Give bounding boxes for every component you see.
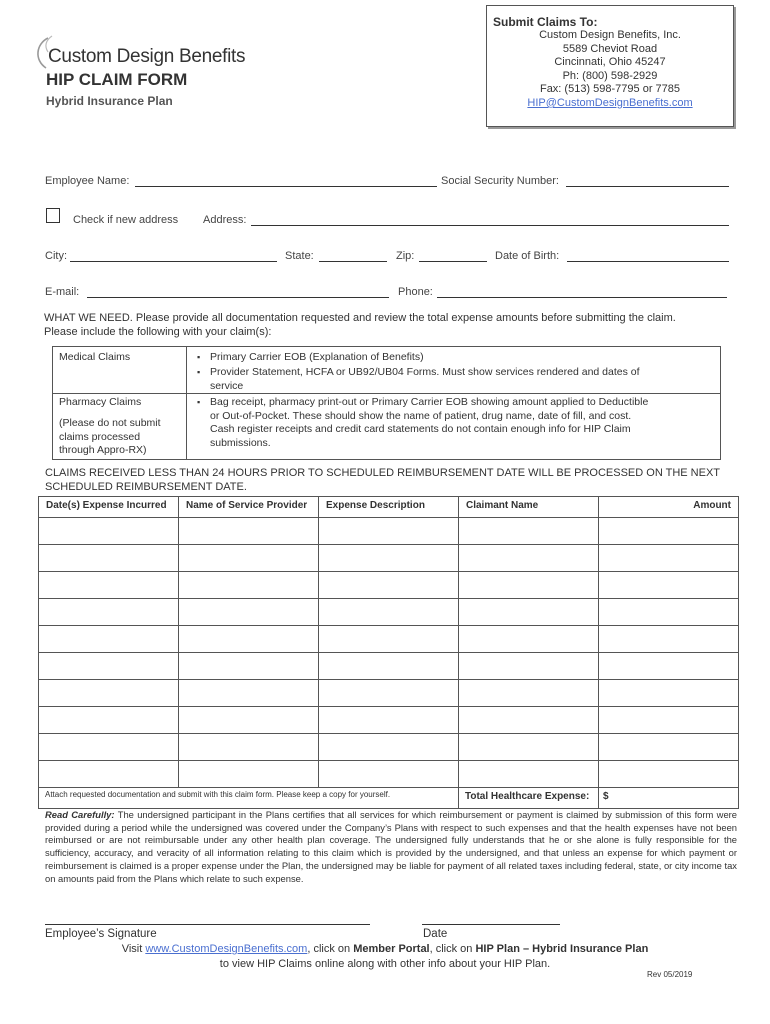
expense-cell[interactable] <box>179 761 317 786</box>
requirements-table <box>52 346 721 460</box>
notice-line1: CLAIMS RECEIVED LESS THAN 24 HOURS PRIOR TO SCHEDULED REIMBURSEMENT DATE WILL BE PROCESSED ON THE NEXT <box>45 467 721 479</box>
employee-name-label: Employee Name: <box>45 175 130 187</box>
city-field[interactable] <box>70 261 277 262</box>
pharmacy-note-line3: through Appro-RX) <box>59 444 147 456</box>
expense-cell[interactable] <box>459 545 597 570</box>
expense-cell[interactable] <box>599 599 737 624</box>
expense-cell[interactable] <box>459 653 597 678</box>
city-label: City: <box>45 250 67 262</box>
read-carefully-lead: Read Carefully: <box>45 809 115 820</box>
expense-cell[interactable] <box>459 734 597 759</box>
expense-cell[interactable] <box>459 707 597 732</box>
zip-label: Zip: <box>396 250 415 262</box>
expense-cell[interactable] <box>459 626 597 651</box>
expense-cell[interactable] <box>179 599 317 624</box>
phone-label: Phone: <box>398 286 433 298</box>
submit-city: Cincinnati, Ohio 45247 <box>554 56 666 69</box>
expense-cell[interactable] <box>40 572 177 597</box>
footer-click-on-2: , click on <box>429 943 476 955</box>
pharmacy-bullet-line3: Cash register receipts and credit card statements do not contain enough info for HIP Claim <box>210 423 631 435</box>
what-we-need-line1: WHAT WE NEED. Please provide all documentation requested and review the total expense amounts before submitting the claim. <box>44 312 676 324</box>
pharmacy-note-line2: claims processed <box>59 430 141 443</box>
expense-cell[interactable] <box>40 599 177 624</box>
col-header-amount: Amount <box>693 500 731 511</box>
expense-cell[interactable] <box>599 545 737 570</box>
pharmacy-bullet-line2: or Out-of-Pocket. These should show the name of patient, drug name, date of fill, and cost. <box>210 409 632 422</box>
expense-cell[interactable] <box>599 680 737 705</box>
expense-cell[interactable] <box>459 680 597 705</box>
expense-cell[interactable] <box>599 761 737 786</box>
col-header-date: Date(s) Expense Incurred <box>46 500 167 511</box>
footer-visit: Visit <box>121 943 146 955</box>
expense-cell[interactable] <box>599 734 737 759</box>
expense-cell[interactable] <box>179 545 317 570</box>
col-header-description: Expense Description <box>326 500 425 511</box>
submit-fax: Fax: (513) 598-7795 or 7785 <box>539 83 681 96</box>
date-field[interactable] <box>422 924 560 925</box>
pharmacy-note-line1: (Please do not submit <box>59 417 161 429</box>
col-header-claimant: Claimant Name <box>466 500 539 511</box>
expense-cell[interactable] <box>179 572 317 597</box>
date-label: Date <box>423 928 448 940</box>
medical-bullet-1: ▪ Primary Carrier EOB (Explanation of Benefits) <box>210 351 424 365</box>
expense-cell[interactable] <box>319 545 457 570</box>
expense-cell[interactable] <box>40 545 177 570</box>
state-field[interactable] <box>319 261 387 262</box>
submit-email-link[interactable]: HIP@CustomDesignBenefits.com <box>527 96 693 109</box>
medical-bullet-2-line1: Provider Statement, HCFA or UB92/UB04 Forms. Must show services rendered and dates of <box>210 366 640 378</box>
expense-cell[interactable] <box>319 653 457 678</box>
expense-cell[interactable] <box>40 707 177 732</box>
submit-claims-box <box>486 5 734 127</box>
expense-cell[interactable] <box>179 734 317 759</box>
attach-note: Attach requested documentation and submit with this claim form. Please keep a copy for yourself. <box>45 790 391 799</box>
expense-cell[interactable] <box>40 626 177 651</box>
email-label: E-mail: <box>45 286 80 298</box>
medical-claims-label: Medical Claims <box>59 351 131 363</box>
expense-cell[interactable] <box>599 518 737 543</box>
footer-visit-line <box>0 943 770 955</box>
email-field[interactable] <box>87 297 389 298</box>
expense-cell[interactable] <box>599 653 737 678</box>
medical-bullet-2-line2: service <box>210 379 244 392</box>
expense-cell[interactable] <box>319 599 457 624</box>
form-subtitle: Hybrid Insurance Plan <box>46 94 173 108</box>
expense-table <box>38 496 739 809</box>
expense-cell[interactable] <box>40 680 177 705</box>
website-link[interactable]: www.CustomDesignBenefits.com <box>145 943 308 955</box>
employee-signature-label: Employee’s Signature <box>45 928 157 940</box>
address-label: Address: <box>203 214 247 226</box>
notice-line2: SCHEDULED REIMBURSEMENT DATE. <box>45 480 247 493</box>
member-portal-text: Member Portal <box>353 943 430 955</box>
pharmacy-bullet-line1: Bag receipt, pharmacy print-out or Primary Carrier EOB showing amount applied to Deductible <box>210 396 649 408</box>
what-we-need-line2: Please include the following with your claim(s): <box>44 325 272 338</box>
ssn-field[interactable] <box>566 186 729 187</box>
new-address-label: Check if new address <box>73 214 179 226</box>
expense-cell[interactable] <box>179 680 317 705</box>
expense-cell[interactable] <box>179 707 317 732</box>
expense-cell[interactable] <box>319 707 457 732</box>
pharmacy-note <box>59 417 161 458</box>
processing-notice <box>45 467 765 494</box>
expense-cell[interactable] <box>599 572 737 597</box>
certification-text <box>45 809 737 885</box>
hip-plan-text: HIP Plan – Hybrid Insurance Plan <box>475 943 649 955</box>
footer-line-2: to view HIP Claims online along with other info about your HIP Plan. <box>219 958 551 970</box>
total-currency: $ <box>603 791 609 802</box>
total-expense-field[interactable] <box>614 788 734 806</box>
expense-cell[interactable] <box>40 653 177 678</box>
expense-cell[interactable] <box>459 572 597 597</box>
phone-field[interactable] <box>437 297 727 298</box>
expense-cell[interactable] <box>319 680 457 705</box>
expense-cell[interactable] <box>40 518 177 543</box>
expense-cell[interactable] <box>40 734 177 759</box>
submit-company: Custom Design Benefits, Inc. <box>539 29 681 41</box>
submit-phone: Ph: (800) 598-2929 <box>562 69 658 82</box>
expense-cell[interactable] <box>179 653 317 678</box>
expense-cell[interactable] <box>319 518 457 543</box>
expense-cell[interactable] <box>459 599 597 624</box>
address-field[interactable] <box>251 225 729 226</box>
dob-field[interactable] <box>567 261 729 262</box>
submit-street: 5589 Cheviot Road <box>562 42 658 55</box>
new-address-checkbox[interactable] <box>46 208 60 223</box>
employee-signature-field[interactable] <box>45 924 370 925</box>
total-expense-label: Total Healthcare Expense: <box>465 791 590 802</box>
revision-label: Rev 05/2019 <box>647 970 693 979</box>
expense-cell[interactable] <box>599 707 737 732</box>
expense-cell[interactable] <box>179 626 317 651</box>
expense-cell[interactable] <box>179 518 317 543</box>
expense-cell[interactable] <box>40 761 177 786</box>
dob-label: Date of Birth: <box>495 250 560 262</box>
expense-cell[interactable] <box>319 761 457 786</box>
pharmacy-bullet-1 <box>210 396 648 450</box>
pharmacy-bullet-line4: submissions. <box>210 436 271 449</box>
medical-bullet-2 <box>210 366 640 393</box>
expense-cell[interactable] <box>459 518 597 543</box>
employee-name-field[interactable] <box>135 186 437 187</box>
pharmacy-claims-label: Pharmacy Claims <box>59 396 142 408</box>
expense-cell[interactable] <box>319 572 457 597</box>
submit-claims-heading: Submit Claims To: <box>493 15 598 29</box>
logo-wordmark: Custom Design Benefits <box>48 46 246 67</box>
state-label: State: <box>285 250 314 262</box>
expense-cell[interactable] <box>459 761 597 786</box>
certification-body: The undersigned participant in the Plans certifies that all services for which reimbursement or payment is claimed by submission of this form were provided during a period while the undersigned was covered under the Company’s Plans with respect to such expenses and that the health expenses have not been reimbursed or are not reimbursable under any other health plan coverage. The undersigned fully understands that he or she alone is fully responsible for the sufficiency, accuracy, and veracity of all information relating to this claim which is provided by the undersigned, and that unless an expense for which payment or reimbursement is claimed is a proper expense under the Plan, the undersigned may be liable for payment of all related taxes including federal, state, or city income tax on amounts paid from the Plans which relate to such expense. <box>45 809 737 884</box>
what-we-need-text <box>44 312 744 339</box>
zip-field[interactable] <box>419 261 487 262</box>
expense-cell[interactable] <box>319 734 457 759</box>
footer-click-on: , click on <box>307 943 354 955</box>
expense-cell[interactable] <box>599 626 737 651</box>
form-title: HIP CLAIM FORM <box>46 70 188 89</box>
ssn-label: Social Security Number: <box>441 175 559 187</box>
col-header-provider: Name of Service Provider <box>186 500 308 511</box>
expense-cell[interactable] <box>319 626 457 651</box>
